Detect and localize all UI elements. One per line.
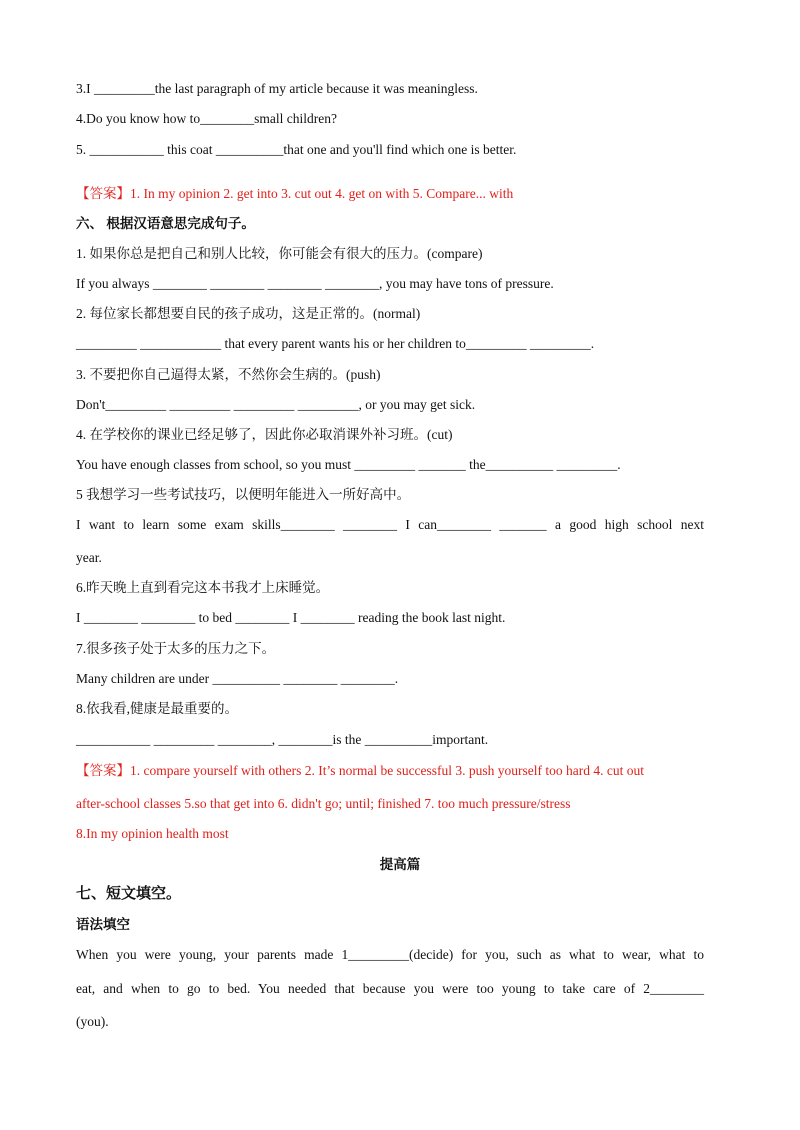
s6-item-3-cn: 3. 不要把你自己逼得太紧，不然你会生病的。(push): [76, 367, 381, 382]
answer-tag: 【答案】: [76, 763, 130, 778]
s6-item-7-en: Many children are under __________ ________ ________.: [76, 671, 399, 686]
answer-section-6-line2: after-school classes 5.so that get into 6. didn't go; until; finished 7. too much pressure/stress: [76, 796, 571, 811]
s6-item-4-cn: 4. 在学校你的课业已经足够了，因此你必取消课外补习班。(cut): [76, 427, 453, 442]
s6-item-2-cn: 2. 每位家长都想要自民的孩子成功，这是正常的。(normal): [76, 306, 421, 321]
passage-line-1: When you were young, your parents made 1_________(decide) for you, such as what to wear, what to: [76, 947, 704, 962]
s6-item-5-en: I want to learn some exam skills________ ________ I can________ _______ a good high school next: [76, 517, 704, 532]
answer-text: 1. In my opinion 2. get into 3. cut out 4. get on with 5. Compare... with: [130, 186, 514, 201]
answer-section-5: [76, 185, 513, 203]
s6-item-3-en: Don't_________ _________ _________ _________, or you may get sick.: [76, 397, 476, 412]
s6-item-6-en: I ________ ________ to bed ________ I ________ reading the book last night.: [76, 610, 506, 625]
s6-item-5-en-cont: year.: [76, 550, 102, 565]
s6-item-1-en: If you always ________ ________ ________ ________, you may have tons of pressure.: [76, 276, 554, 291]
s6-item-1-cn: 1. 如果你总是把自己和别人比较，你可能会有很大的压力。(compare): [76, 246, 483, 261]
exercise-item-4: 4.Do you know how to________small children?: [76, 111, 337, 126]
answer-text: 1. compare yourself with others 2. It’s normal be successful 3. push yourself too hard 4. cut out: [130, 763, 645, 778]
s6-item-2-en: _________ ____________ that every parent wants his or her children to_________ _________.: [76, 336, 595, 351]
s6-item-8-cn: 8.依我看,健康是最重要的。: [76, 701, 238, 716]
answer-section-6-line1: [76, 762, 644, 780]
answer-tag: 【答案】: [76, 186, 130, 201]
exercise-item-5: 5. ___________ this coat __________that one and you'll find which one is better.: [76, 142, 517, 157]
s6-item-4-en: You have enough classes from school, so you must _________ _______ the__________ _________.: [76, 457, 621, 472]
advanced-section-title: 提高篇: [379, 857, 421, 872]
section-7-title: 七、短文填空。: [76, 886, 182, 902]
passage-line-2: eat, and when to go to bed. You needed that because you were too young to take care of 2________: [76, 981, 704, 996]
exercise-item-3: 3.I _________the last paragraph of my article because it was meaningless.: [76, 81, 478, 96]
s6-item-8-en: ___________ _________ ________, ________is the __________important.: [76, 732, 489, 747]
s6-item-7-cn: 7.很多孩子处于太多的压力之下。: [76, 641, 276, 656]
section-6-title: 六、 根据汉语意思完成句子。: [76, 216, 255, 231]
section-7-subtitle: 语法填空: [76, 917, 130, 932]
passage-line-3: (you).: [76, 1014, 109, 1029]
s6-item-6-cn: 6.昨天晚上直到看完这本书我才上床睡觉。: [76, 580, 330, 595]
s6-item-5-cn: 5 我想学习一些考试技巧，以便明年能进入一所好高中。: [76, 487, 411, 502]
answer-section-6-line3: 8.In my opinion health most: [76, 826, 229, 841]
